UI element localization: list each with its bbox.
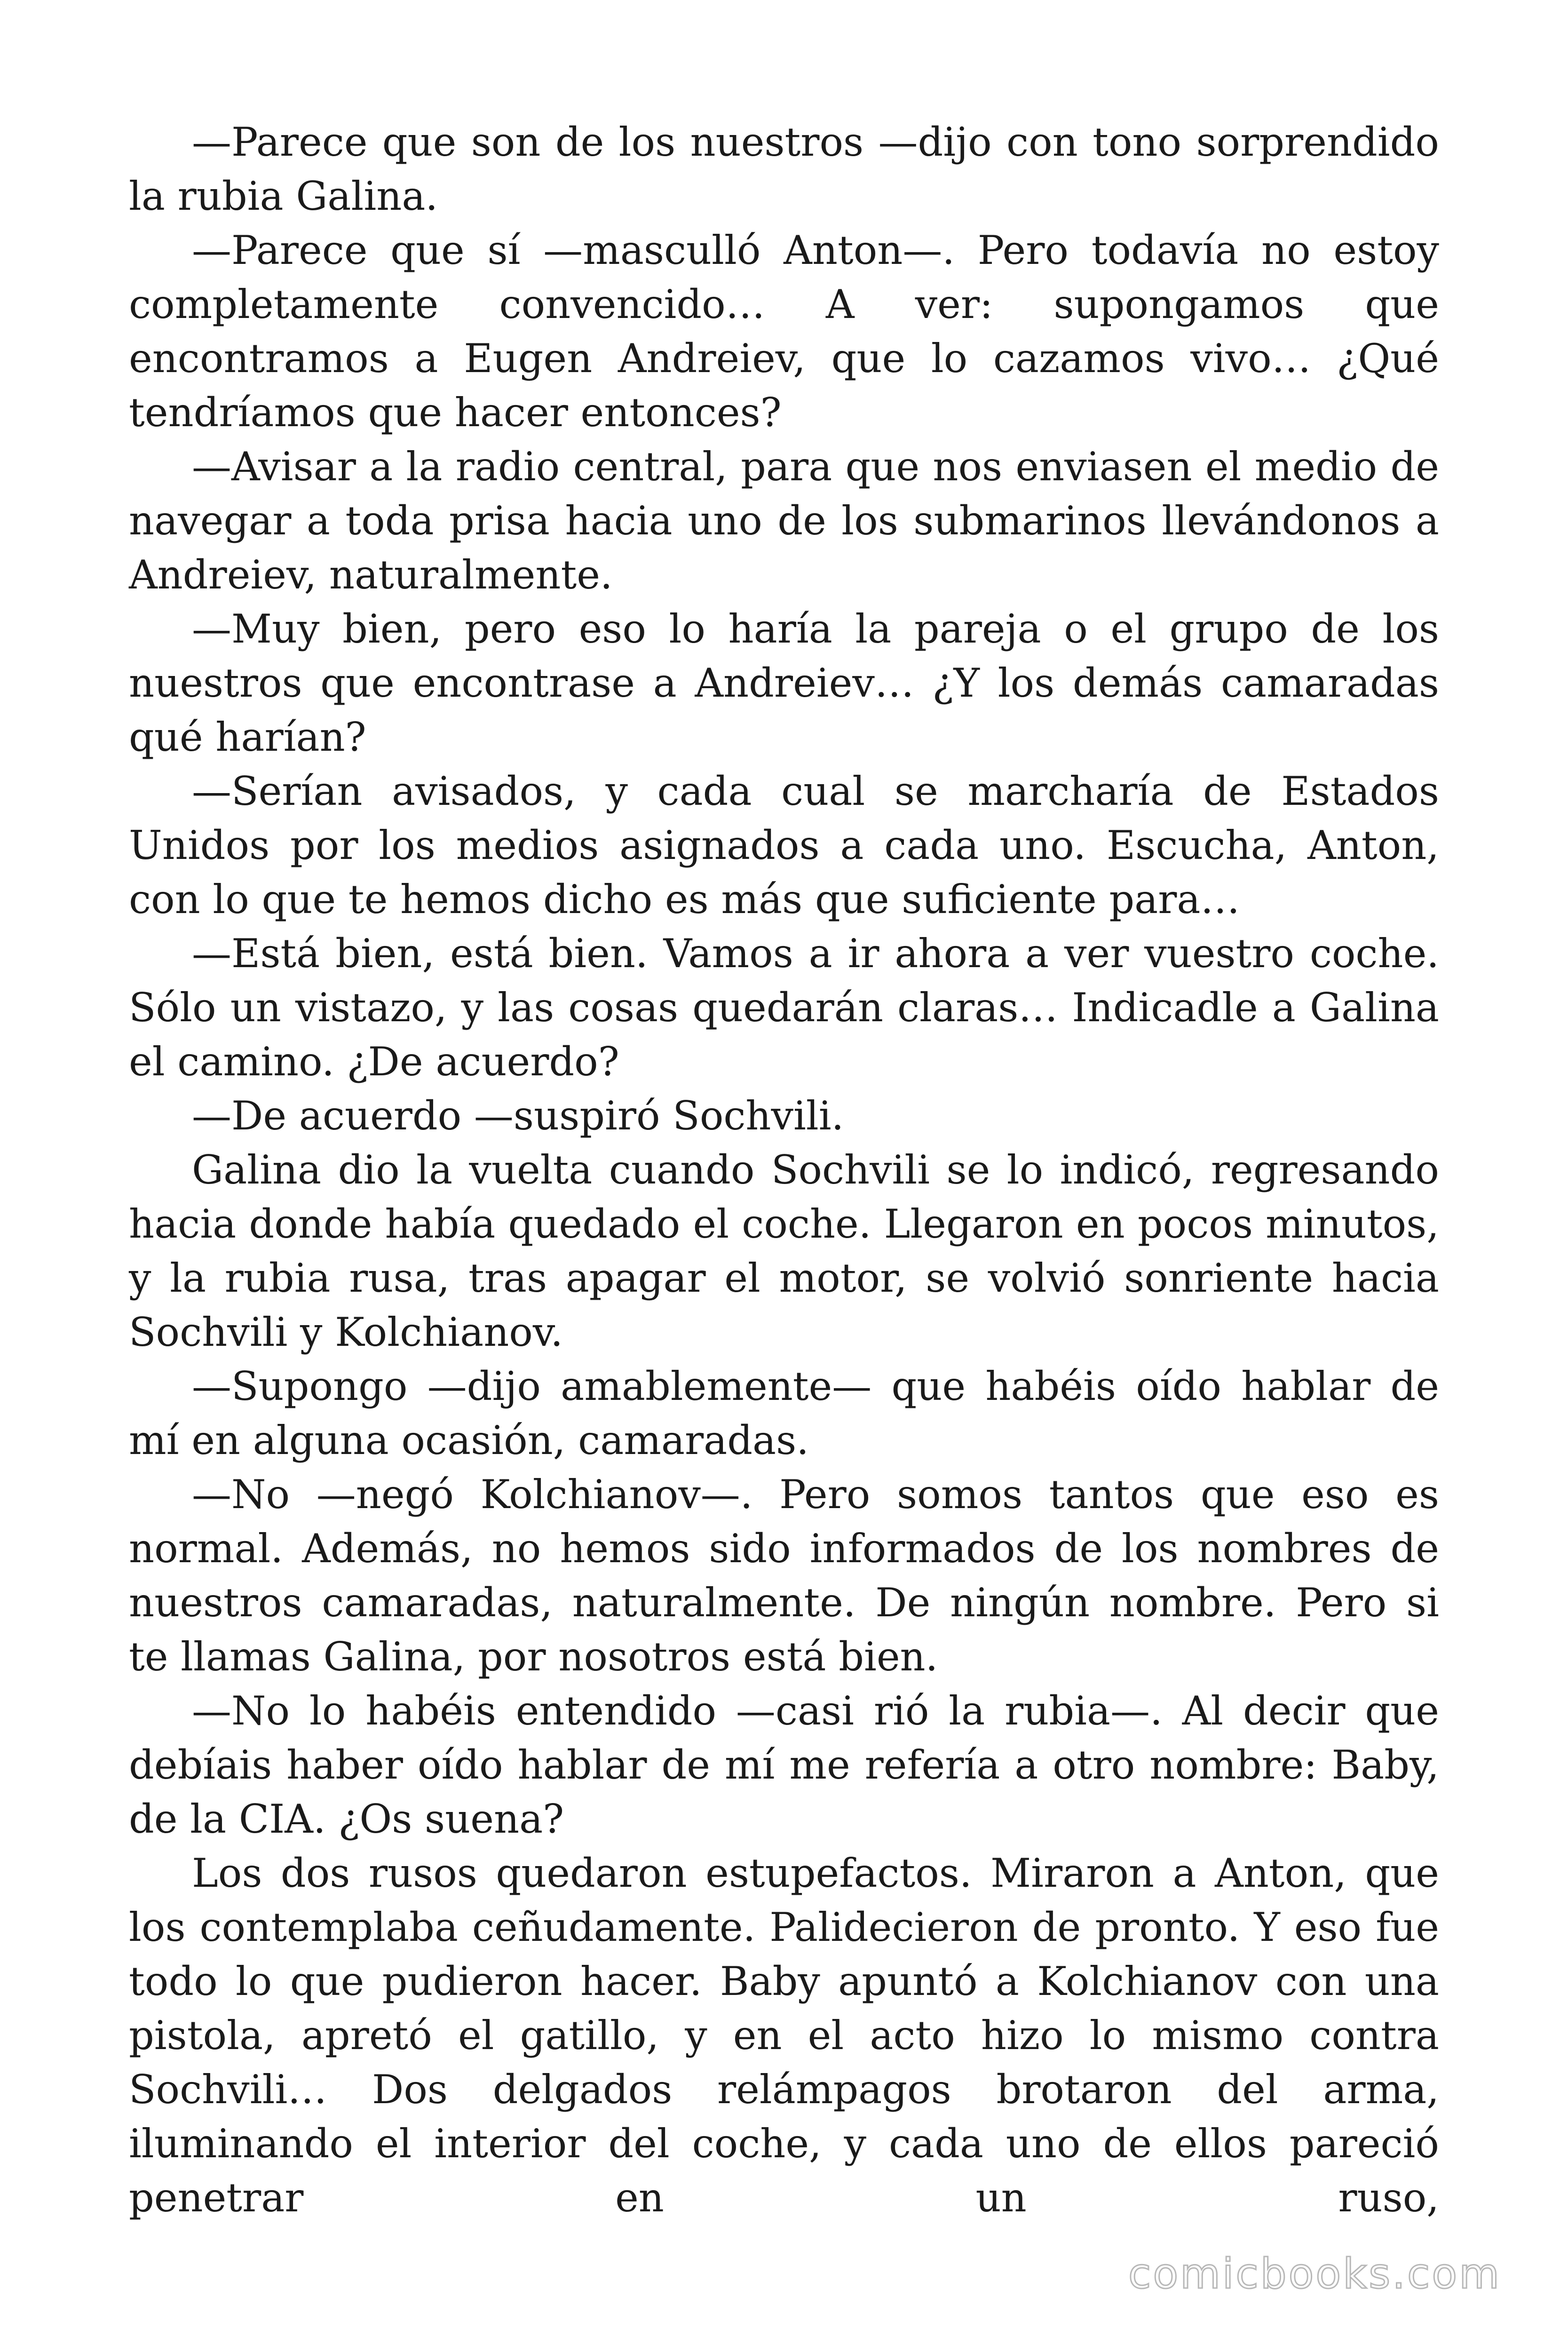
book-page-body — [129, 115, 1439, 2225]
watermark: comicbooks.com — [1128, 2249, 1501, 2298]
paragraph: —Supongo —dijo amablemente— que habéis oído hablar de mí en alguna ocasión, camaradas. — [129, 1363, 1439, 1463]
paragraph: Galina dio la vuelta cuando Sochvili se lo indicó, regresando hacia donde había quedado el coche. Llegaron en pocos minutos, y la rubia rusa, tras apagar el motor, se volvió sonriente hacia Sochvili y Kolchianov. — [129, 1147, 1439, 1355]
paragraph: —Serían avisados, y cada cual se marcharía de Estados Unidos por los medios asignados a cada uno. Escucha, Anton, con lo que te hemos dicho es más que suficiente para… — [129, 768, 1439, 922]
paragraph: —Está bien, está bien. Vamos a ir ahora a ver vuestro coche. Sólo un vistazo, y las cosas quedarán claras… Indicadle a Galina el camino. ¿De acuerdo? — [129, 930, 1439, 1085]
paragraph: —Muy bien, pero eso lo haría la pareja o el grupo de los nuestros que encontrase a Andreiev… ¿Y los demás camaradas qué harían? — [129, 606, 1439, 760]
paragraph: —No lo habéis entendido —casi rió la rubia—. Al decir que debíais haber oído hablar de mí me refería a otro nombre: Baby, de la CIA. ¿Os suena? — [129, 1688, 1439, 1842]
paragraph: —De acuerdo —suspiró Sochvili. — [192, 1093, 844, 1139]
paragraph: Los dos rusos quedaron estupefactos. Miraron a Anton, que los contemplaba ceñudamente. Palidecieron de pronto. Y eso fue todo lo que pudieron hacer. Baby apuntó a Kolchianov con una pistola, apretó el gatillo, y en el acto hizo lo mismo contra Sochvili… Dos delgados relámpagos brotaron del arma, iluminando el interior del coche, y cada uno de ellos pareció penetrar en un ruso, — [129, 1850, 1439, 2221]
paragraph: —Parece que son de los nuestros —dijo con tono sorprendido la rubia Galina. — [129, 119, 1439, 219]
paragraph: —Parece que sí —masculló Anton—. Pero todavía no estoy completamente convencido… A ver: supongamos que encontramos a Eugen Andreiev, que lo cazamos vivo… ¿Qué tendríamos que hacer entonces? — [129, 227, 1439, 436]
paragraph: —No —negó Kolchianov—. Pero somos tantos que eso es normal. Además, no hemos sido informados de los nombres de nuestros camaradas, naturalmente. De ningún nombre. Pero si te llamas Galina, por nosotros está bien. — [129, 1471, 1439, 1680]
paragraph: —Avisar a la radio central, para que nos enviasen el medio de navegar a toda prisa hacia uno de los submarinos llevándonos a Andreiev, naturalmente. — [129, 444, 1439, 598]
